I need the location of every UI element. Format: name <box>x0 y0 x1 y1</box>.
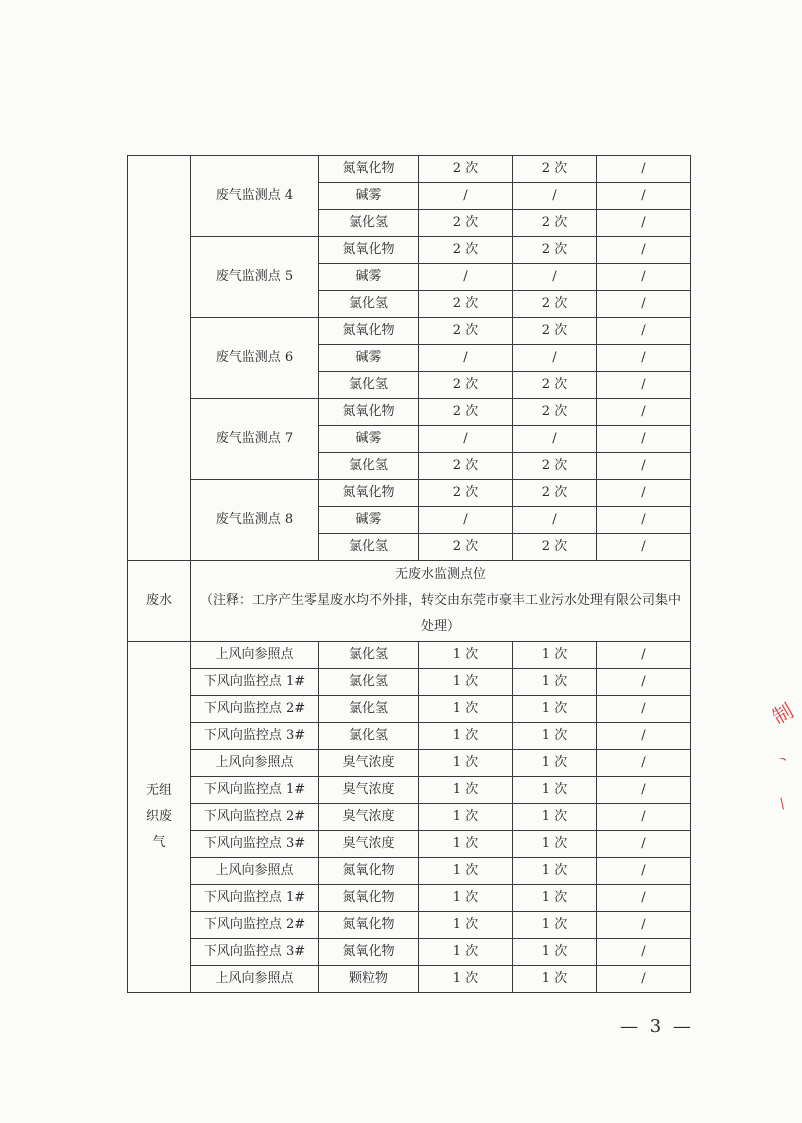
pollutant-cell: 氯化氢 <box>319 372 419 399</box>
monitoring-point-cell: 废气监测点 7 <box>191 399 319 480</box>
value-cell: / <box>597 291 691 318</box>
frequency-cell: 2 次 <box>513 399 597 426</box>
frequency-cell: 2 次 <box>513 453 597 480</box>
wastewater-note-cell <box>191 561 691 642</box>
pollutant-cell: 氯化氢 <box>319 642 419 669</box>
pollutant-cell: 臭气浓度 <box>319 804 419 831</box>
value-cell: / <box>597 507 691 534</box>
pollutant-cell: 颗粒物 <box>319 966 419 993</box>
value-cell: / <box>597 264 691 291</box>
frequency-cell: 1 次 <box>419 696 513 723</box>
monitoring-point-cell: 上风向参照点 <box>191 858 319 885</box>
value-cell: / <box>597 210 691 237</box>
table-row <box>128 777 691 804</box>
frequency-cell: 2 次 <box>419 318 513 345</box>
frequency-cell: 2 次 <box>513 534 597 561</box>
pollutant-cell: 氯化氢 <box>319 534 419 561</box>
value-cell: / <box>597 372 691 399</box>
value-cell: / <box>597 426 691 453</box>
frequency-cell: 1 次 <box>513 966 597 993</box>
table-row <box>128 966 691 993</box>
value-cell: / <box>597 912 691 939</box>
frequency-cell: / <box>419 507 513 534</box>
value-cell: / <box>597 939 691 966</box>
monitoring-point-cell: 下风向监控点 3# <box>191 939 319 966</box>
frequency-cell: 2 次 <box>419 453 513 480</box>
frequency-cell: 1 次 <box>419 804 513 831</box>
table-row <box>128 399 691 426</box>
pollutant-cell: 氮氧化物 <box>319 480 419 507</box>
frequency-cell: 1 次 <box>513 912 597 939</box>
frequency-cell: 2 次 <box>513 156 597 183</box>
category-cell-wastewater: 废水 <box>128 561 191 642</box>
frequency-cell: 2 次 <box>513 237 597 264</box>
table-row-wastewater <box>128 561 691 642</box>
table-row <box>128 696 691 723</box>
value-cell: / <box>597 642 691 669</box>
value-cell: / <box>597 966 691 993</box>
frequency-cell: 1 次 <box>513 696 597 723</box>
value-cell: / <box>597 156 691 183</box>
value-cell: / <box>597 453 691 480</box>
monitoring-point-cell: 下风向监控点 3# <box>191 831 319 858</box>
pollutant-cell: 臭气浓度 <box>319 831 419 858</box>
monitoring-point-cell: 下风向监控点 1# <box>191 777 319 804</box>
monitoring-point-cell: 上风向参照点 <box>191 750 319 777</box>
frequency-cell: 1 次 <box>513 750 597 777</box>
table-row <box>128 804 691 831</box>
frequency-cell: 1 次 <box>419 858 513 885</box>
frequency-cell: 1 次 <box>419 777 513 804</box>
frequency-cell: / <box>419 345 513 372</box>
frequency-cell: / <box>419 264 513 291</box>
monitoring-point-cell: 下风向监控点 3# <box>191 723 319 750</box>
table-row <box>128 669 691 696</box>
frequency-cell: / <box>419 183 513 210</box>
red-seal-stamp: 制 丶 / <box>768 698 798 813</box>
frequency-cell: 2 次 <box>419 210 513 237</box>
value-cell: / <box>597 723 691 750</box>
pollutant-cell: 臭气浓度 <box>319 750 419 777</box>
pollutant-cell: 碱雾 <box>319 345 419 372</box>
pollutant-cell: 氯化氢 <box>319 210 419 237</box>
frequency-cell: 1 次 <box>419 642 513 669</box>
frequency-cell: 1 次 <box>419 669 513 696</box>
frequency-cell: 1 次 <box>419 831 513 858</box>
table-row <box>128 912 691 939</box>
frequency-cell: 1 次 <box>513 669 597 696</box>
frequency-cell: 2 次 <box>419 480 513 507</box>
frequency-cell: 2 次 <box>513 291 597 318</box>
frequency-cell: / <box>513 345 597 372</box>
monitoring-point-cell: 废气监测点 5 <box>191 237 319 318</box>
frequency-cell: 2 次 <box>419 291 513 318</box>
pollutant-cell: 氮氧化物 <box>319 939 419 966</box>
table-row <box>128 885 691 912</box>
frequency-cell: 1 次 <box>419 939 513 966</box>
value-cell: / <box>597 669 691 696</box>
table-row <box>128 939 691 966</box>
value-cell: / <box>597 345 691 372</box>
table-row <box>128 831 691 858</box>
value-cell: / <box>597 804 691 831</box>
pollutant-cell: 氯化氢 <box>319 669 419 696</box>
pollutant-cell: 氮氧化物 <box>319 912 419 939</box>
value-cell: / <box>597 237 691 264</box>
monitoring-point-cell: 下风向监控点 2# <box>191 696 319 723</box>
frequency-cell: / <box>513 183 597 210</box>
frequency-cell: / <box>513 264 597 291</box>
value-cell: / <box>597 480 691 507</box>
frequency-cell: 2 次 <box>419 156 513 183</box>
pollutant-cell: 碱雾 <box>319 183 419 210</box>
pollutant-cell: 碱雾 <box>319 426 419 453</box>
table-row <box>128 750 691 777</box>
wastewater-title: 无废水监测点位 <box>394 567 486 582</box>
frequency-cell: 2 次 <box>513 480 597 507</box>
pollutant-cell: 氮氧化物 <box>319 858 419 885</box>
frequency-cell: 2 次 <box>419 534 513 561</box>
pollutant-cell: 氮氧化物 <box>319 318 419 345</box>
pollutant-cell: 氯化氢 <box>319 723 419 750</box>
frequency-cell: 1 次 <box>513 939 597 966</box>
value-cell: / <box>597 831 691 858</box>
table-row <box>128 723 691 750</box>
pollutant-cell: 氮氧化物 <box>319 156 419 183</box>
pollutant-cell: 碱雾 <box>319 264 419 291</box>
wastewater-note: （注释：工序产生零星废水均不外排，转交由东莞市豪丰工业污水处理有限公司集中处理） <box>199 593 681 634</box>
frequency-cell: 1 次 <box>513 858 597 885</box>
monitoring-point-cell: 下风向监控点 1# <box>191 669 319 696</box>
frequency-cell: 1 次 <box>419 912 513 939</box>
pollutant-cell: 氮氧化物 <box>319 399 419 426</box>
monitoring-point-cell: 下风向监控点 2# <box>191 912 319 939</box>
pollutant-cell: 氮氧化物 <box>319 885 419 912</box>
value-cell: / <box>597 885 691 912</box>
frequency-cell: 2 次 <box>513 372 597 399</box>
frequency-cell: / <box>419 426 513 453</box>
value-cell: / <box>597 183 691 210</box>
monitoring-table <box>127 155 691 993</box>
frequency-cell: / <box>513 426 597 453</box>
value-cell: / <box>597 750 691 777</box>
value-cell: / <box>597 696 691 723</box>
frequency-cell: 2 次 <box>419 399 513 426</box>
table-row <box>128 318 691 345</box>
frequency-cell: 2 次 <box>513 318 597 345</box>
frequency-cell: 2 次 <box>419 237 513 264</box>
table-row <box>128 237 691 264</box>
frequency-cell: 1 次 <box>513 777 597 804</box>
value-cell: / <box>597 858 691 885</box>
frequency-cell: 1 次 <box>419 750 513 777</box>
monitoring-point-cell: 上风向参照点 <box>191 966 319 993</box>
page-number: — 3 — <box>620 1016 694 1037</box>
value-cell: / <box>597 534 691 561</box>
monitoring-point-cell: 下风向监控点 1# <box>191 885 319 912</box>
monitoring-point-cell: 废气监测点 8 <box>191 480 319 561</box>
frequency-cell: 2 次 <box>513 210 597 237</box>
frequency-cell: 1 次 <box>419 885 513 912</box>
value-cell: / <box>597 777 691 804</box>
pollutant-cell: 氯化氢 <box>319 291 419 318</box>
frequency-cell: 1 次 <box>513 723 597 750</box>
table-row <box>128 858 691 885</box>
frequency-cell: 1 次 <box>513 642 597 669</box>
frequency-cell: 1 次 <box>419 723 513 750</box>
category-cell-exhaust <box>128 156 191 561</box>
frequency-cell: 2 次 <box>419 372 513 399</box>
frequency-cell: 1 次 <box>513 804 597 831</box>
pollutant-cell: 碱雾 <box>319 507 419 534</box>
value-cell: / <box>597 318 691 345</box>
monitoring-table-body <box>128 156 691 993</box>
table-row <box>128 480 691 507</box>
frequency-cell: 1 次 <box>513 831 597 858</box>
frequency-cell: 1 次 <box>513 885 597 912</box>
pollutant-cell: 臭气浓度 <box>319 777 419 804</box>
frequency-cell: / <box>513 507 597 534</box>
pollutant-cell: 氮氧化物 <box>319 237 419 264</box>
monitoring-point-cell: 下风向监控点 2# <box>191 804 319 831</box>
table-row <box>128 642 691 669</box>
monitoring-point-cell: 上风向参照点 <box>191 642 319 669</box>
monitoring-point-cell: 废气监测点 6 <box>191 318 319 399</box>
category-cell-fugitive: 无组织废气 <box>128 642 191 993</box>
monitoring-point-cell: 废气监测点 4 <box>191 156 319 237</box>
pollutant-cell: 氯化氢 <box>319 453 419 480</box>
frequency-cell: 1 次 <box>419 966 513 993</box>
pollutant-cell: 氯化氢 <box>319 696 419 723</box>
value-cell: / <box>597 399 691 426</box>
table-row <box>128 156 691 183</box>
